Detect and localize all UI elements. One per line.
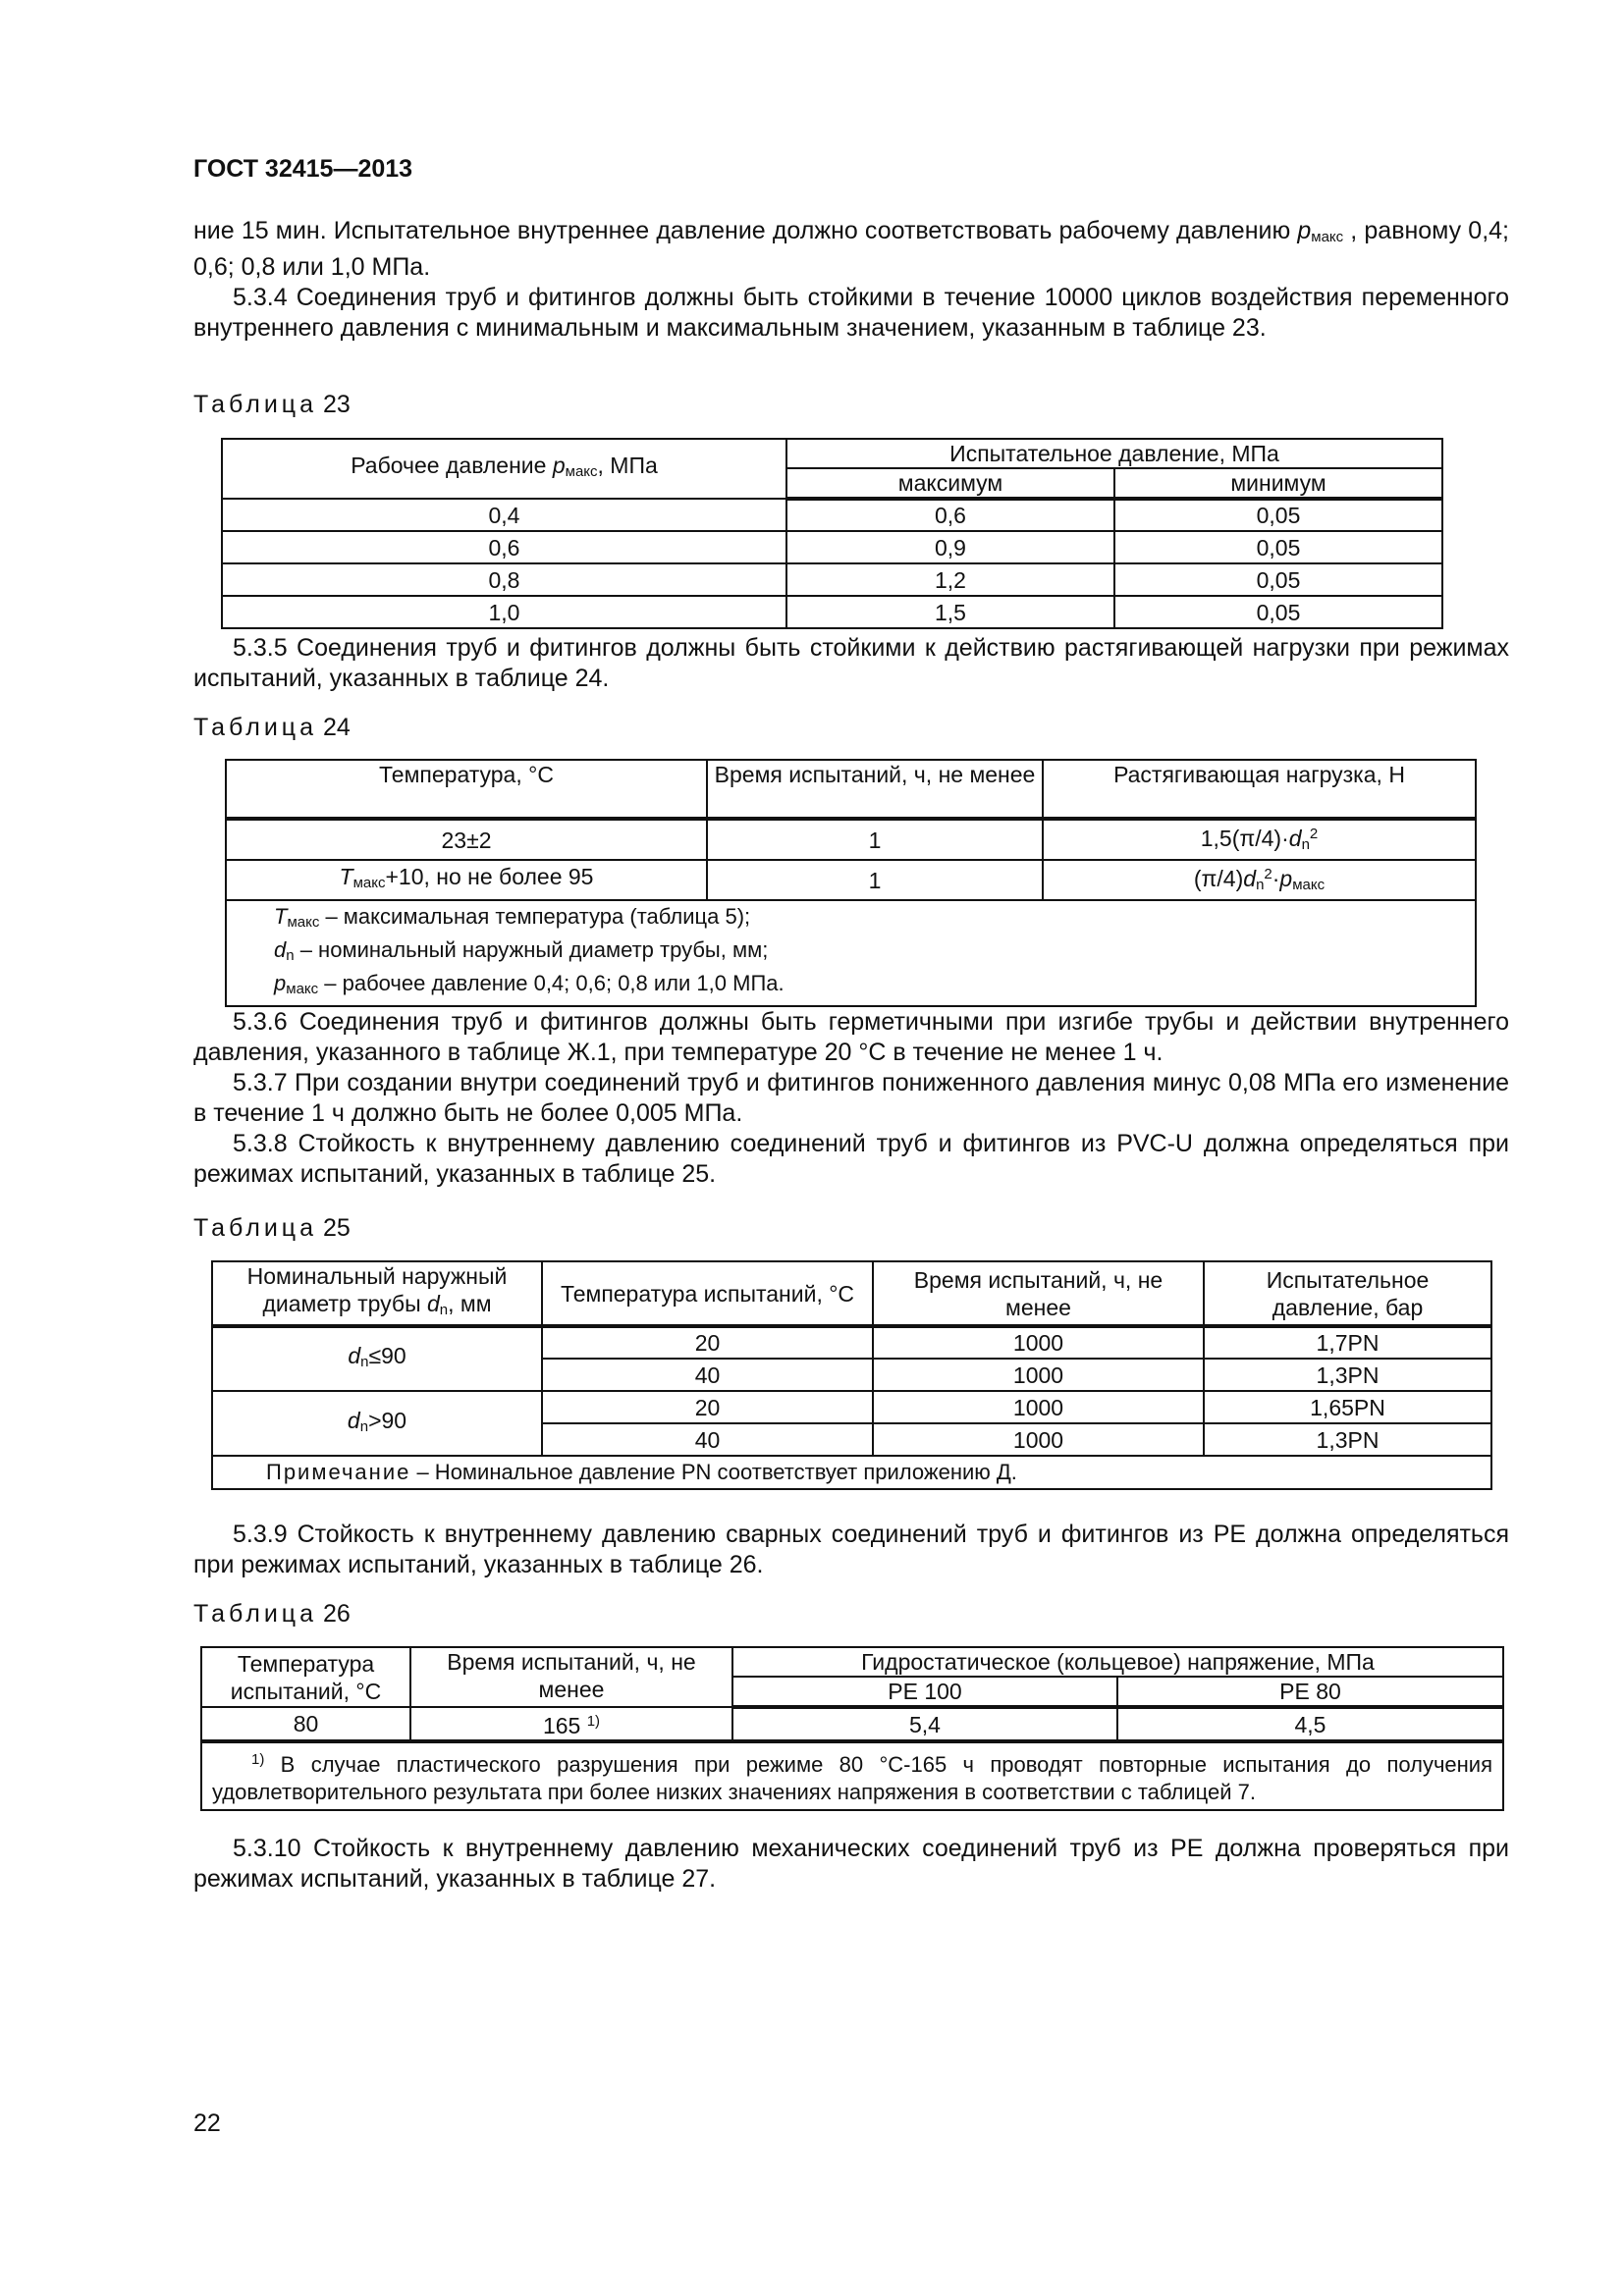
- table-row: 0,4 0,6 0,05: [222, 499, 1442, 531]
- paragraph-block-5-3-9: [193, 1520, 1509, 1580]
- paragraph-text: ние 15 мин. Испытательное внутреннее давление должно соответствовать рабочему давлению $p_{макс}$ , равному 0,4; 0,6; 0,8 или 1,0 МПа.: [193, 217, 1509, 281]
- header-test-time: Время испытаний, ч, не менее: [707, 760, 1043, 819]
- table-row: 0,8 1,2 0,05: [222, 563, 1442, 596]
- header-nominal-diameter: Номинальный наружный диаметр трубы $d_n$, мм: [212, 1261, 542, 1326]
- header-tensile-load: Растягивающая нагрузка, Н: [1043, 760, 1476, 819]
- header-minimum: минимум: [1114, 468, 1442, 499]
- table-25-note: Примечание – Номинальное давление PN соответствует приложению Д.: [212, 1456, 1491, 1489]
- table-24-caption: Таблица 24: [193, 714, 351, 741]
- paragraph-5-3-5: 5.3.5 Соединения труб и фитингов должны быть стойкими к действию растягивающей нагрузки при режимах испытаний, указанных в таблице 24.: [193, 634, 1509, 692]
- paragraph-5-3-4: 5.3.4 Соединения труб и фитингов должны быть стойкими в течение 10000 циклов воздействия переменного внутреннего давления с минимальным и максимальным значением, указанным в таблице 23.: [193, 284, 1509, 342]
- table-row: 1,0 1,5 0,05: [222, 596, 1442, 628]
- group-diameter-gt-90: $d_n>90$: [212, 1391, 542, 1456]
- table-row: $d_n>90$ 20 1000 1,65PN: [212, 1391, 1491, 1423]
- paragraph-continuation: [193, 216, 1509, 344]
- header-hydrostatic-stress: Гидростатическое (кольцевое) напряжение, МПа: [732, 1647, 1503, 1677]
- paragraph-block-5-3-6-to-5-3-8: [193, 1007, 1509, 1190]
- header-test-time: Время испытаний, ч, не менее: [410, 1647, 732, 1707]
- paragraph-5-3-7: 5.3.7 При создании внутри соединений труб и фитингов пониженного давления минус 0,08 МПа его изменение в течение 1 ч должно быть не более 0,005 МПа.: [193, 1069, 1509, 1127]
- paragraph-5-3-10: 5.3.10 Стойкость к внутреннему давлению механических соединений труб из PE должна проверяться при режимах испытаний, указанных в таблице 27.: [193, 1835, 1509, 1893]
- table-26-caption: Таблица 26: [193, 1600, 351, 1628]
- header-working-pressure: Рабочее давление $p_{макс}$, МПа: [222, 439, 786, 499]
- table-row: 80 165 $^{1)}$ 5,4 4,5: [201, 1707, 1503, 1741]
- table-row: 40 1000 1,3PN: [212, 1359, 1491, 1391]
- header-temperature: Температура, °С: [226, 760, 707, 819]
- paragraph-5-3-6: 5.3.6 Соединения труб и фитингов должны быть герметичными при изгибе трубы и действии внутреннего давления, указанного в таблице Ж.1, при температуре 20 °С в течение не менее 1 ч.: [193, 1008, 1509, 1066]
- table-23: [221, 438, 1443, 629]
- table-row: 23±2 1 $1,5(\pi/4)\cdot d_n^2$: [226, 819, 1476, 860]
- header-pe-80: PE 80: [1117, 1677, 1503, 1707]
- table-row: $T_{макс}+10$, но не более 95 1 $(\pi/4)d_n^2\cdot p_{макс}$: [226, 860, 1476, 900]
- table-row: 0,6 0,9 0,05: [222, 531, 1442, 563]
- group-diameter-le-90: $d_n\le 90$: [212, 1326, 542, 1391]
- paragraph-5-3-8: 5.3.8 Стойкость к внутреннему давлению соединений труб и фитингов из PVC-U должна определяться при режимах испытаний, указанных в таблице 25.: [193, 1130, 1509, 1188]
- page-number: 22: [193, 2109, 221, 2137]
- header-pe-100: PE 100: [732, 1677, 1117, 1707]
- table-24-notes: $T_{макс}$ – максимальная температура (таблица 5); $d_n$ – номинальный наружный диаметр трубы, мм; $p_{макс}$ – рабочее давление 0,4; 0,6; 0,8 или 1,0 МПа.: [226, 900, 1476, 1006]
- paragraph-block-5-3-10: [193, 1834, 1509, 1895]
- table-25-caption: Таблица 25: [193, 1214, 351, 1242]
- header-test-temperature: Температура испытаний, °С: [542, 1261, 873, 1326]
- paragraph-5-3-9: 5.3.9 Стойкость к внутреннему давлению сварных соединений труб и фитингов из PE должна определяться при режимах испытаний, указанных в таблице 26.: [193, 1521, 1509, 1578]
- header-test-pressure: Испытательное давление, МПа: [786, 439, 1442, 468]
- header-test-temperature: Температура испытаний, °С: [201, 1647, 410, 1707]
- header-maximum: максимум: [786, 468, 1114, 499]
- table-26: [200, 1646, 1504, 1811]
- table-row: 40 1000 1,3PN: [212, 1423, 1491, 1456]
- document-code: ГОСТ 32415—2013: [193, 155, 413, 183]
- header-test-time: Время испытаний, ч, не менее: [873, 1261, 1204, 1326]
- table-23-caption: Таблица 23: [193, 391, 351, 418]
- table-24: [225, 759, 1477, 1007]
- header-test-pressure: Испытательное давление, бар: [1204, 1261, 1491, 1326]
- table-row: $d_n\le 90$ 20 1000 1,7PN: [212, 1326, 1491, 1359]
- table-26-footnote: $^{1)}$ В случае пластического разрушения при режиме 80 °С-165 ч проводят повторные испытания до получения удовлетворительного результата при более низких значениях напряжения в соответствии с таблицей 7.: [201, 1741, 1503, 1810]
- table-25: [211, 1260, 1492, 1490]
- paragraph-block-5-3-5: [193, 633, 1509, 694]
